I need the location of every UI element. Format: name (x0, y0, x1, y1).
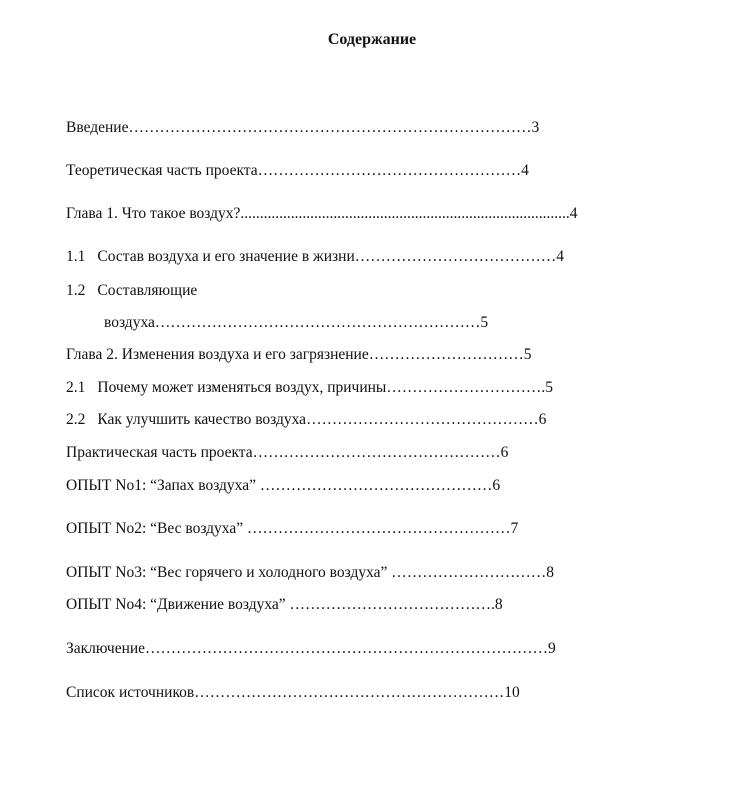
toc-entry-experiment-2: ОПЫТ No2: “Вес воздуха” ……………………………………………7 (66, 520, 519, 537)
section-title: Почему может изменяться воздух, причины………………………….5 (97, 379, 553, 396)
section-number: 1.1 (66, 248, 86, 265)
toc-entry-practice: Практическая часть проекта…………………………………………6 (66, 444, 509, 461)
section-number: 2.1 (66, 379, 86, 396)
section-number: 1.2 (66, 282, 86, 299)
toc-entry-1-1 (66, 248, 564, 266)
toc-entry-1-2-continuation: воздуха………………………………………………………5 (104, 314, 489, 331)
section-title: Как улучшить качество воздуха………………………………………6 (97, 411, 547, 428)
toc-entry-2-2 (66, 411, 546, 429)
toc-entry-2-1 (66, 379, 553, 397)
toc-entry-experiment-3: ОПЫТ No3: “Вес горячего и холодного воздуха” …………………………8 (66, 564, 555, 581)
section-title: Состав воздуха и его значение в жизни…………………………………4 (97, 248, 565, 265)
toc-entry-1-2 (66, 282, 197, 300)
section-number: 2.2 (66, 411, 86, 428)
toc-entry-theory: Теоретическая часть проекта……………………………………………4 (66, 162, 529, 179)
toc-entry-experiment-1: ОПЫТ No1: “Запах воздуха” ………………………………………6 (66, 477, 501, 494)
toc-entry-sources: Список источников……………………………………………………10 (66, 684, 520, 701)
toc-entry-chapter1: Глава 1. Что такое воздух?.....................................................................................4 (66, 205, 578, 222)
toc-entry-chapter2: Глава 2. Изменения воздуха и его загрязнение…………………………5 (66, 346, 532, 363)
page-title: Содержание (327, 31, 417, 48)
toc-entry-intro: Введение……………………………………………………………………3 (66, 119, 540, 136)
toc-entry-experiment-4: ОПЫТ No4: “Движение воздуха” ………………………………….8 (66, 596, 503, 613)
toc-entry-conclusion: Заключение……………………………………………………………………9 (66, 640, 556, 657)
section-title: Составляющие (97, 282, 198, 299)
